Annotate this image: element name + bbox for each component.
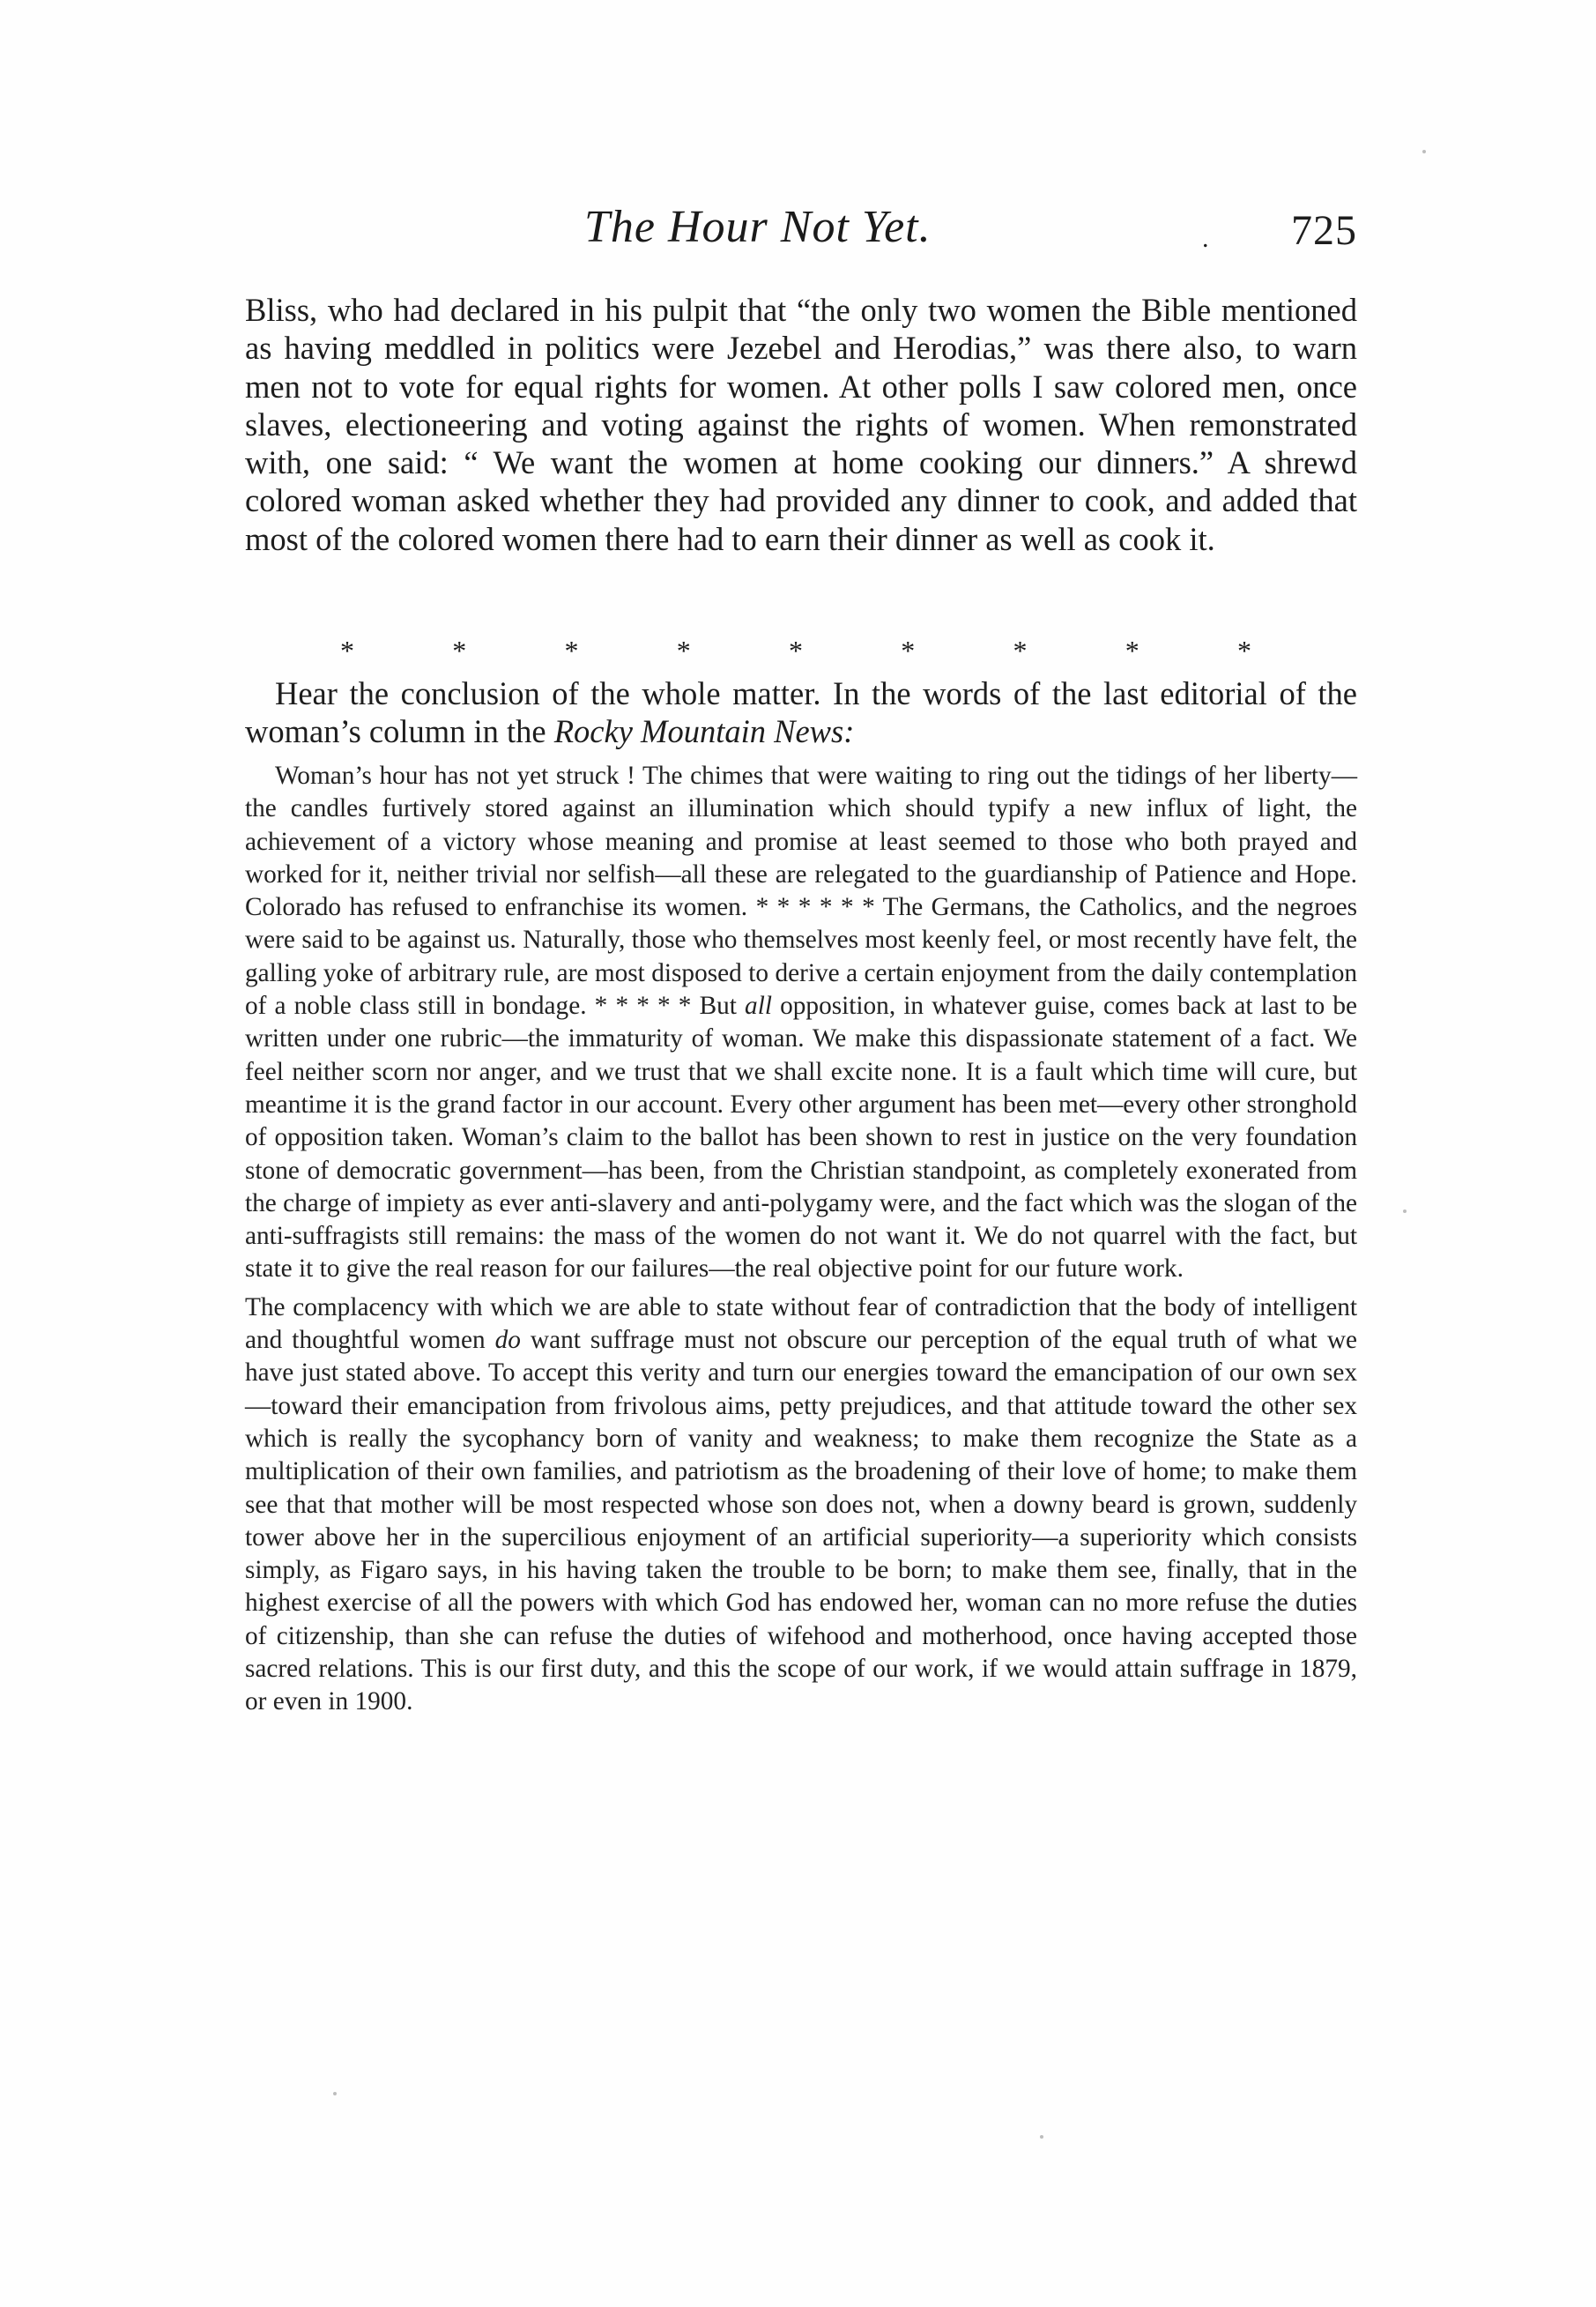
separator-star: *: [452, 635, 467, 666]
emphasis-all: all: [745, 992, 772, 1021]
page-header: [245, 201, 1357, 263]
quote-text-c: But: [699, 992, 737, 1021]
paragraph-text: [245, 674, 1357, 751]
paper-speck: [1403, 1209, 1407, 1213]
paragraph-text: Bliss, who had declared in his pulpit that “the only two women the Bible mentioned as having meddled in politics were Jezebel and Herodias,” was there also, to warn men not to vote for equal rights for women. At other polls I saw colored men, once slaves, electioneering and voting against the rights of women. When remonstrated with, one said: “ We want the women at home cooking our dinners.” A shrewd colored woman asked whether they had provided any dinner to cook, and added that most of the colored women there had to earn their dinner as well as cook it.: [245, 292, 1357, 557]
newspaper-title: Rocky Mountain News:: [553, 713, 855, 750]
separator-star: *: [564, 635, 579, 666]
quote-paragraph-1: [245, 760, 1357, 1286]
inline-stars: * * * * * *: [755, 893, 875, 922]
inline-stars: * * * * *: [594, 992, 692, 1021]
paper-speck: [1422, 150, 1426, 153]
paper-speck: [333, 2092, 337, 2095]
header-dot: .: [1202, 224, 1209, 253]
quote-paragraph-2: [245, 1291, 1357, 1719]
separator-star: *: [789, 635, 803, 666]
paper-speck: [1040, 2135, 1043, 2139]
emphasis-do: do: [494, 1326, 521, 1355]
section-separator: [245, 635, 1357, 667]
body-paragraph-2: [245, 674, 1357, 751]
quote-text-b: want suffrage must not obscure our perception of the equal truth of what we have just stated above. To accept this verity and turn our energies toward the emancipation of our own sex—toward their emancipation from frivolous aims, petty prejudices, and that attitude toward the other sex which is really the sycophancy born of vanity and weakness; to make them recognize the State as a multiplication of their own families, and patriotism as the broadening of their love of home; to make them see that that mother will be most respected whose son does not, when a downy beard is grown, suddenly tower above her in the supercilious enjoyment of an artificial superiority—a superiority which consists simply, as Figaro says, in his having taken the trouble to be born; to make them see, finally, that in the highest exercise of all the powers with which God has endowed her, woman can no more refuse the duties of citizenship, than she can refuse the duties of wifehood and motherhood, once having accepted those sacred relations. This is our first duty, and this the scope of our work, if we would attain suffrage in 1879, or even in 1900.: [245, 1326, 1357, 1716]
separator-star: *: [676, 635, 691, 666]
running-title: The Hour Not Yet.: [584, 202, 932, 252]
body-paragraph-1: [245, 291, 1357, 558]
quote-text-d: opposition, in whatever guise, comes back at last to be written under one rubric—the immaturity of woman. We make this dispassionate statement of a fact. We feel neither scorn nor anger, and we trust that we shall excite none. It is a fault which time will cure, but meantime it is the grand factor in our account. Every other argument has been met—every other stronghold of opposition taken. Woman’s claim to the ballot has been shown to rest in justice on the very foundation stone of democratic government—has been, from the Christian standpoint, as completely exonerated from the charge of impiety as ever anti-slavery and anti-polygamy were, and the fact which was the slogan of the anti-suffragists still remains: the mass of the women do not want it. We do not quarrel with the fact, but state it to give the real reason for our failures—the real objective point for our future work.: [245, 992, 1358, 1284]
separator-star: *: [340, 635, 354, 666]
page-number: 725: [1291, 207, 1357, 254]
quote-text-b: The Germans, the Catholics, and the negroes were said to be against us. Naturally, those who themselves most keenly feel, or most recently have felt, the galling yoke of arbitrary rule, are most disposed to derive a certain enjoyment from the daily contemplation of a noble class still in bondage.: [245, 893, 1358, 1021]
separator-star: *: [1125, 635, 1139, 666]
quote-text-a: Woman’s hour has not yet struck ! The chimes that were waiting to ring out the tidings of her liberty—the candles furtively stored against an illumination which should typify a new influx of light, the achievement of a victory whose meaning and promise at least seemed to those who both prayed and worked for it, neither trivial nor selfish—all these are relegated to the guardianship of Patience and Hope. Colorado has refused to enfranchise its women.: [245, 762, 1357, 922]
block-quote: [245, 760, 1357, 1724]
paragraph-lead: Hear the conclusion of the whole matter. In the words of the last editorial of the woman’s column in the: [245, 675, 1357, 750]
separator-star: *: [1013, 635, 1028, 666]
separator-star: *: [901, 635, 916, 666]
separator-star: *: [1237, 635, 1251, 666]
quote-text-a: The complacency with which we are able to state without fear of contradiction that the body of intelligent and thoughtful women: [245, 1292, 1357, 1355]
